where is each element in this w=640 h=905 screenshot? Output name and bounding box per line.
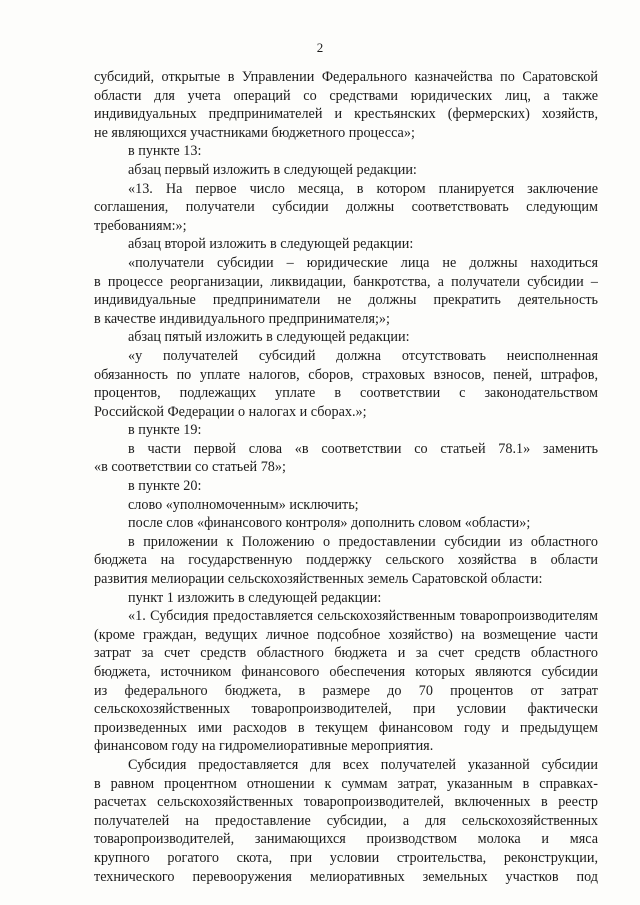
text-line: слово «уполномоченным» исключить; [128,496,359,513]
text-line: пункт 1 изложить в следующей редакции: [128,589,382,606]
text-line: из федерального бюджета, в размере до 70 процентов от затрат [94,682,598,699]
text-line: Субсидия предоставляется для всех получателей указанной субсидии [128,756,598,773]
text-line: «у получателей субсидий должна отсутствовать неисполненная [128,347,598,364]
text-line: области для учета операций со средствами юридических лиц, а также [94,87,598,104]
text-line: финансовом году на гидромелиоративные мероприятия. [94,738,434,755]
text-line: (кроме граждан, ведущих личное подсобное хозяйство) на возмещение части [94,626,598,643]
text-line: технического перевооружения мелиоративных земельных участков под [94,868,598,885]
text-line: «1. Субсидия предоставляется сельскохозяйственным товаропроизводителям [128,608,598,625]
text-line: индивидуальных предпринимателей и крестьянских (фермерских) хозяйств, [94,106,598,123]
text-line: процентов, подлежащих уплате в соответствии с законодательством [94,385,598,402]
text-line: расчетах сельскохозяйственных товаропроизводителей, включенных в реестр [94,794,598,811]
page-number: 2 [316,40,324,55]
text-line: абзац второй изложить в следующей редакции: [128,236,414,253]
text-line: «получатели субсидии – юридические лица не должны находиться [128,254,598,271]
document-body [94,68,598,886]
text-line: в качестве индивидуального предпринимателя;»; [94,310,390,327]
text-line: Российской Федерации о налогах и сборах.»; [94,403,367,420]
text-line: абзац первый изложить в следующей редакции: [128,161,417,178]
text-line: в части первой слова «в соответствии со статьей 78.1» заменить [128,440,598,457]
text-line: в равном процентном отношении к суммам затрат, указанным в справках- [94,775,598,792]
text-line: абзац пятый изложить в следующей редакции: [128,329,410,346]
text-line: затрат за счет средств областного бюджета и за счет средств областного [94,645,598,662]
text-line: в пункте 13: [128,143,202,160]
text-line: произведенных ими расходов в текущем финансовом году и предыдущем [94,719,598,736]
text-line: развития мелиорации сельскохозяйственных земель Саратовской области: [94,571,543,588]
text-line: «13. На первое число месяца, в котором планируется заключение [128,180,598,197]
text-line: в приложении к Положению о предоставлении субсидии из областного [128,533,598,550]
text-line: товаропроизводителей, занимающихся производством молока и мяса [94,831,598,848]
text-line: после слов «финансового контроля» дополнить словом «области»; [128,515,531,532]
text-line: в процессе реорганизации, ликвидации, банкротства, а получатели субсидии – [94,273,598,290]
text-line: «в соответствии со статьей 78»; [94,459,286,476]
text-line: индивидуальные предприниматели не должны прекратить деятельность [94,292,598,309]
text-line: требованиям:»; [94,217,187,234]
text-line: соглашения, получатели субсидии должны соответствовать следующим [94,199,598,216]
text-line: бюджета, источником финансового обеспечения которых являются субсидии [94,664,598,680]
text-line: субсидий, открытые в Управлении Федерального казначейства по Саратовской [94,69,598,85]
text-line: не являющихся участниками бюджетного процесса»; [94,124,415,141]
text-line: обязанность по уплате налогов, сборов, страховых взносов, пеней, штрафов, [94,366,598,383]
text-line: в пункте 20: [128,478,202,495]
text-line: получателей на предоставление субсидии, а для сельскохозяйственных [94,812,598,829]
text-line: в пункте 19: [128,422,202,439]
text-line: сельскохозяйственных товаропроизводителей, при условии фактически [94,701,598,718]
text-line: бюджета на государственную поддержку сельского хозяйства в области [94,552,598,569]
text-line: крупного рогатого скота, при условии строительства, реконструкции, [94,849,598,866]
